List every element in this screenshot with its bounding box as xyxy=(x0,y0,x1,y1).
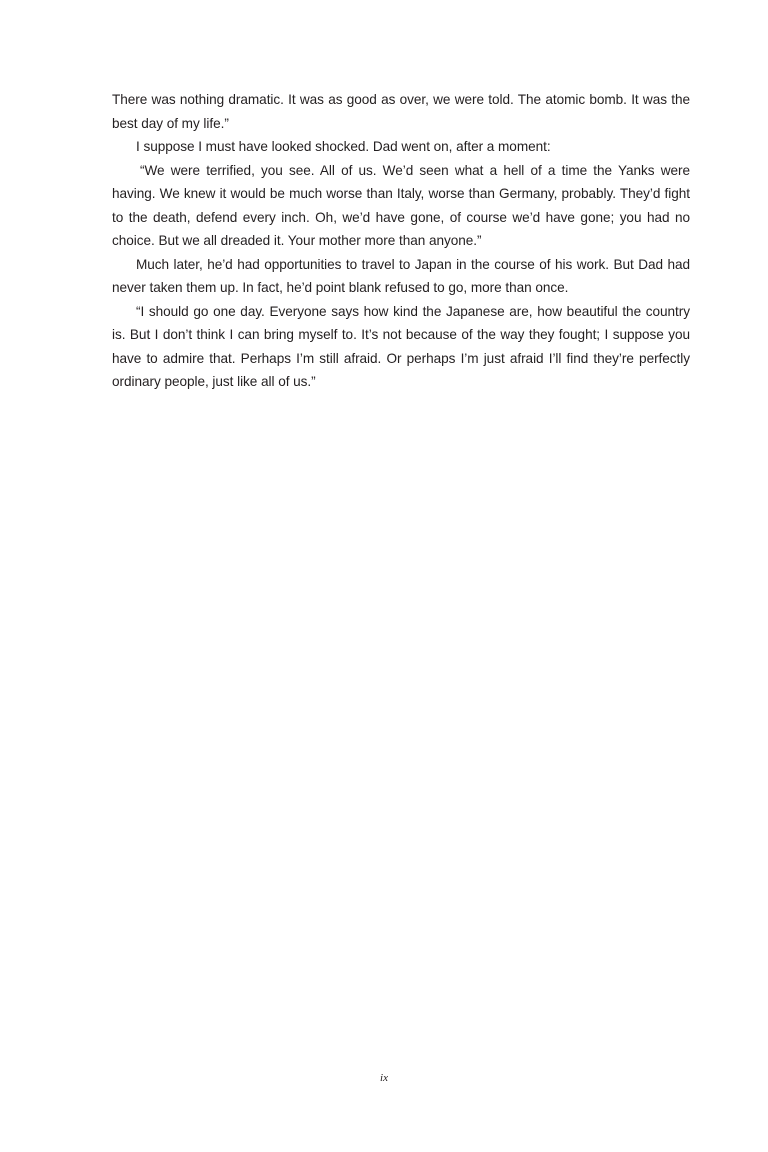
page-number: ix xyxy=(380,1072,388,1084)
body-text xyxy=(112,88,690,394)
paragraph-1: There was nothing dramatic. It was as good as over, we were told. The atomic bomb. It was the best day of my life.” xyxy=(112,92,690,131)
paragraph-5: “I should go one day. Everyone says how kind the Japanese are, how beautiful the country is. But I don’t think I can bring myself to. It’s not because of the way they fought; I suppose you have to admire that. Perhaps I’m still afraid. Or perhaps I’m just afraid I’ll find they’re perfectly ordinary people, just like all of us.” xyxy=(112,303,690,389)
paragraph-3: “We were terrified, you see. All of us. We’d seen what a hell of a time the Yanks were having. We knew it would be much worse than Italy, worse than Germany, probably. They’d fight to the death, defend every inch. Oh, we’d have gone, of course we’d have gone; you had no choice. But we all dreaded it. Your mother more than anyone.” xyxy=(112,162,690,248)
paragraph-4: Much later, he’d had opportunities to travel to Japan in the course of his work. But Dad had never taken them up. In fact, he’d point blank refused to go, more than once. xyxy=(112,256,690,295)
paragraph-2: I suppose I must have looked shocked. Dad went on, after a moment: xyxy=(136,139,551,154)
